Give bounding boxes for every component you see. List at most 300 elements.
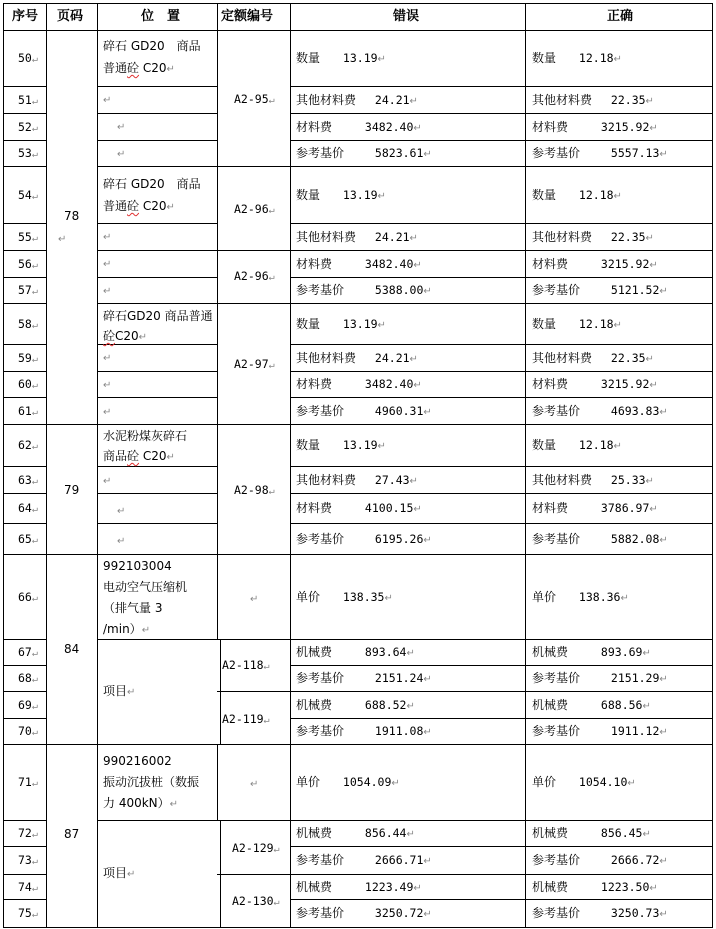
row-divider — [3, 166, 47, 167]
right-item: 参考基价 — [532, 532, 581, 546]
row-divider — [3, 899, 47, 900]
page-number: 78 — [64, 209, 80, 223]
right-item: 参考基价 — [532, 283, 581, 297]
row-divider — [3, 493, 47, 494]
enter-mark: ↵ — [117, 122, 126, 133]
right-value: 12.18 — [572, 438, 614, 452]
position-text: 电动空气压缩机 — [103, 580, 188, 594]
wrong-value: 856.44 — [358, 826, 407, 840]
wrong-cell: 数量 13.19↵ — [296, 438, 386, 452]
wrong-cell: 参考基价 3250.72↵ — [296, 906, 432, 920]
row-divider — [3, 277, 47, 278]
right-cell: 数量 12.18↵ — [532, 438, 622, 452]
row-divider — [217, 874, 291, 875]
column-divider — [217, 744, 218, 821]
seq-cell: 75↵ — [18, 906, 38, 920]
position-text: 普通砼 C20↵ — [103, 199, 175, 213]
position-text: 碎石GD20 商品普通 — [103, 309, 213, 323]
right-value: 3215.92 — [594, 120, 650, 134]
wrong-item: 其他材料费 — [296, 93, 357, 107]
right-item: 材料费 — [532, 257, 569, 271]
row-divider — [290, 277, 713, 278]
right-cell: 机械费 1223.50↵ — [532, 880, 658, 894]
table-bottom-border — [3, 927, 713, 928]
wrong-value: 24.21 — [368, 351, 410, 365]
right-value: 856.45 — [594, 826, 643, 840]
position-text: 商品砼 C20↵ — [103, 449, 175, 463]
enter-mark: ↵ — [103, 232, 112, 243]
row-divider — [97, 371, 218, 372]
wrong-cell: 机械费 856.44↵ — [296, 826, 415, 840]
position-text: 990216002 — [103, 754, 172, 768]
right-item: 材料费 — [532, 501, 569, 515]
right-cell: 其他材料费 22.35↵ — [532, 351, 654, 365]
wrong-cell: 单价 138.35↵ — [296, 590, 393, 604]
position-text: 砼C20↵ — [103, 329, 148, 343]
wrong-cell: 其他材料费 24.21↵ — [296, 93, 418, 107]
wrong-item: 机械费 — [296, 698, 333, 712]
wrong-item: 数量 — [296, 438, 321, 452]
row-divider — [3, 744, 47, 745]
row-divider — [290, 344, 713, 345]
right-value: 22.35 — [604, 230, 646, 244]
right-value: 893.69 — [594, 645, 643, 659]
seq-cell: 51↵ — [18, 93, 38, 107]
wrong-value: 2151.24 — [368, 671, 424, 685]
seq-cell: 68↵ — [18, 671, 38, 685]
right-item: 机械费 — [532, 645, 569, 659]
row-divider — [3, 691, 47, 692]
row-divider — [290, 846, 713, 847]
row-divider — [3, 718, 47, 719]
column-divider — [217, 3, 218, 640]
seq-cell: 55↵ — [18, 230, 38, 244]
row-divider — [3, 397, 47, 398]
seq-cell: 71↵ — [18, 775, 38, 789]
right-cell: 参考基价 2151.29↵ — [532, 671, 668, 685]
seq-cell: 69↵ — [18, 698, 38, 712]
wrong-value: 27.43 — [368, 473, 410, 487]
enter-mark: ↵ — [103, 259, 112, 270]
position-text: 普通砼 C20↵ — [103, 61, 175, 75]
right-item: 数量 — [532, 317, 557, 331]
row-divider — [290, 223, 713, 224]
row-divider — [290, 554, 713, 555]
right-cell: 机械费 688.56↵ — [532, 698, 651, 712]
wrong-value: 138.35 — [336, 590, 385, 604]
quota-code: A2-98↵ — [234, 483, 275, 497]
right-item: 单价 — [532, 775, 557, 789]
row-divider — [290, 424, 713, 425]
wrong-value: 6195.26 — [368, 532, 424, 546]
row-divider — [290, 744, 713, 745]
wrong-value: 13.19 — [336, 51, 378, 65]
right-item: 其他材料费 — [532, 93, 593, 107]
wrong-item: 其他材料费 — [296, 351, 357, 365]
header-right: 正确 — [607, 9, 634, 24]
wrong-item: 材料费 — [296, 257, 333, 271]
row-divider — [3, 113, 47, 114]
row-divider — [217, 166, 291, 167]
header-page: 页码 — [57, 9, 84, 24]
header-quota: 定额编号 — [221, 9, 274, 24]
wrong-value: 13.19 — [336, 438, 378, 452]
wrong-cell: 材料费 3482.40↵ — [296, 377, 422, 391]
row-divider — [290, 113, 713, 114]
wrong-value: 3482.40 — [358, 257, 414, 271]
wrong-item: 参考基价 — [296, 724, 345, 738]
row-divider — [46, 554, 98, 555]
right-item: 其他材料费 — [532, 351, 593, 365]
right-value: 22.35 — [604, 93, 646, 107]
row-divider — [97, 140, 218, 141]
enter-mark: ↵ — [58, 234, 67, 245]
enter-mark: ↵ — [117, 149, 126, 160]
wrong-value: 893.64 — [358, 645, 407, 659]
row-divider — [97, 820, 218, 821]
wrong-item: 机械费 — [296, 826, 333, 840]
seq-cell: 53↵ — [18, 146, 38, 160]
row-divider — [97, 397, 218, 398]
wrong-value: 3250.72 — [368, 906, 424, 920]
wrong-item: 参考基价 — [296, 532, 345, 546]
right-value: 2151.29 — [604, 671, 660, 685]
enter-mark: ↵ — [250, 779, 259, 790]
row-divider — [97, 86, 218, 87]
wrong-item: 参考基价 — [296, 404, 345, 418]
row-divider — [217, 424, 291, 425]
quota-code: A2-97↵ — [234, 357, 275, 371]
row-divider — [217, 691, 291, 692]
right-value: 12.18 — [572, 188, 614, 202]
row-divider — [290, 665, 713, 666]
position-text: 992103004 — [103, 559, 172, 573]
wrong-item: 参考基价 — [296, 283, 345, 297]
row-divider — [3, 874, 47, 875]
right-cell: 参考基价 5557.13↵ — [532, 146, 668, 160]
seq-cell: 60↵ — [18, 377, 38, 391]
right-cell: 数量 12.18↵ — [532, 188, 622, 202]
wrong-item: 数量 — [296, 317, 321, 331]
wrong-value: 24.21 — [368, 93, 410, 107]
right-cell: 其他材料费 22.35↵ — [532, 93, 654, 107]
row-divider — [97, 424, 218, 425]
position-text: 碎石 GD20 商品 — [103, 39, 201, 53]
wrong-value: 1223.49 — [358, 880, 414, 894]
wrong-cell: 机械费 893.64↵ — [296, 645, 415, 659]
position-text: 项目↵ — [103, 684, 136, 698]
right-cell: 数量 12.18↵ — [532, 317, 622, 331]
wrong-cell: 材料费 3482.40↵ — [296, 257, 422, 271]
enter-mark: ↵ — [103, 95, 112, 106]
row-divider — [97, 223, 218, 224]
row-divider — [3, 303, 47, 304]
wrong-item: 单价 — [296, 775, 321, 789]
row-divider — [3, 665, 47, 666]
row-divider — [290, 166, 713, 167]
row-divider — [290, 820, 713, 821]
row-divider — [97, 466, 218, 467]
wrong-item: 数量 — [296, 188, 321, 202]
row-divider — [3, 140, 47, 141]
row-divider — [290, 303, 713, 304]
wrong-item: 参考基价 — [296, 671, 345, 685]
right-value: 1911.12 — [604, 724, 660, 738]
right-item: 数量 — [532, 51, 557, 65]
row-divider — [290, 140, 713, 141]
wrong-item: 材料费 — [296, 120, 333, 134]
wrong-value: 24.21 — [368, 230, 410, 244]
wrong-cell: 机械费 1223.49↵ — [296, 880, 422, 894]
row-divider — [290, 691, 713, 692]
row-divider — [3, 371, 47, 372]
seq-cell: 66↵ — [18, 590, 38, 604]
row-divider — [97, 303, 218, 304]
wrong-item: 机械费 — [296, 880, 333, 894]
right-cell: 机械费 893.69↵ — [532, 645, 651, 659]
seq-cell: 65↵ — [18, 532, 38, 546]
row-divider — [3, 223, 47, 224]
wrong-cell: 其他材料费 24.21↵ — [296, 351, 418, 365]
right-item: 数量 — [532, 438, 557, 452]
row-divider — [290, 874, 713, 875]
right-cell: 参考基价 1911.12↵ — [532, 724, 668, 738]
right-item: 参考基价 — [532, 146, 581, 160]
row-divider — [217, 639, 291, 640]
row-divider — [97, 639, 218, 640]
row-divider — [97, 166, 218, 167]
row-divider — [290, 397, 713, 398]
column-divider — [220, 639, 221, 745]
wrong-value: 5823.61 — [368, 146, 424, 160]
seq-cell: 67↵ — [18, 645, 38, 659]
right-cell: 参考基价 2666.72↵ — [532, 853, 668, 867]
right-value: 3250.73 — [604, 906, 660, 920]
right-item: 其他材料费 — [532, 230, 593, 244]
right-value: 25.33 — [604, 473, 646, 487]
header-wrong: 错误 — [393, 9, 420, 24]
row-divider — [3, 86, 47, 87]
wrong-cell: 其他材料费 27.43↵ — [296, 473, 418, 487]
wrong-cell: 数量 13.19↵ — [296, 51, 386, 65]
right-value: 4693.83 — [604, 404, 660, 418]
right-item: 其他材料费 — [532, 473, 593, 487]
row-divider — [217, 554, 291, 555]
enter-mark: ↵ — [103, 286, 112, 297]
wrong-item: 数量 — [296, 51, 321, 65]
enter-mark: ↵ — [103, 353, 112, 364]
right-value: 5882.08 — [604, 532, 660, 546]
seq-cell: 72↵ — [18, 826, 38, 840]
page-number: 84 — [64, 642, 80, 656]
row-divider — [97, 250, 218, 251]
wrong-cell: 参考基价 1911.08↵ — [296, 724, 432, 738]
wrong-cell: 单价 1054.09↵ — [296, 775, 400, 789]
seq-cell: 74↵ — [18, 880, 38, 894]
right-cell: 参考基价 3250.73↵ — [532, 906, 668, 920]
row-divider — [97, 554, 218, 555]
row-divider — [217, 250, 291, 251]
right-value: 1054.10 — [572, 775, 628, 789]
quota-code: A2-130↵ — [232, 894, 280, 908]
wrong-cell: 参考基价 5388.00↵ — [296, 283, 432, 297]
wrong-item: 参考基价 — [296, 906, 345, 920]
header-position: 位 置 — [141, 9, 181, 24]
wrong-cell: 数量 13.19↵ — [296, 317, 386, 331]
row-divider — [217, 820, 291, 821]
wrong-item: 材料费 — [296, 501, 333, 515]
wrong-value: 4960.31 — [368, 404, 424, 418]
right-item: 参考基价 — [532, 671, 581, 685]
row-divider — [290, 86, 713, 87]
row-divider — [290, 250, 713, 251]
wrong-value: 1054.09 — [336, 775, 392, 789]
enter-mark: ↵ — [103, 380, 112, 391]
wrong-cell: 其他材料费 24.21↵ — [296, 230, 418, 244]
row-divider — [290, 899, 713, 900]
wrong-item: 材料费 — [296, 377, 333, 391]
position-text: （排气量 3 — [103, 601, 163, 615]
wrong-cell: 参考基价 2666.71↵ — [296, 853, 432, 867]
right-value: 12.18 — [572, 317, 614, 331]
wrong-item: 其他材料费 — [296, 473, 357, 487]
row-divider — [97, 744, 218, 745]
page-number: 87 — [64, 827, 80, 841]
position-text: 项目↵ — [103, 866, 136, 880]
row-divider — [3, 424, 47, 425]
row-divider — [46, 424, 98, 425]
seq-cell: 58↵ — [18, 317, 38, 331]
table-top-border — [3, 3, 713, 4]
row-divider — [290, 371, 713, 372]
wrong-value: 13.19 — [336, 317, 378, 331]
seq-cell: 70↵ — [18, 724, 38, 738]
right-value: 12.18 — [572, 51, 614, 65]
right-item: 单价 — [532, 590, 557, 604]
right-value: 22.35 — [604, 351, 646, 365]
row-divider — [3, 639, 47, 640]
quota-code: A2-96↵ — [234, 202, 275, 216]
quota-code: A2-96↵ — [234, 269, 275, 283]
right-value: 3215.92 — [594, 377, 650, 391]
row-divider — [3, 523, 47, 524]
seq-cell: 61↵ — [18, 404, 38, 418]
right-value: 1223.50 — [594, 880, 650, 894]
wrong-item: 参考基价 — [296, 146, 345, 160]
row-divider — [217, 744, 291, 745]
seq-cell: 52↵ — [18, 120, 38, 134]
seq-cell: 59↵ — [18, 351, 38, 365]
enter-mark: ↵ — [103, 476, 112, 487]
right-item: 参考基价 — [532, 906, 581, 920]
quota-code: A2-119↵ — [222, 712, 270, 726]
header-divider — [3, 30, 713, 31]
wrong-value: 4100.15 — [358, 501, 414, 515]
right-value: 688.56 — [594, 698, 643, 712]
seq-cell: 64↵ — [18, 501, 38, 515]
wrong-value: 13.19 — [336, 188, 378, 202]
seq-cell: 50↵ — [18, 51, 38, 65]
row-divider — [290, 523, 713, 524]
right-value: 5121.52 — [604, 283, 660, 297]
row-divider — [3, 466, 47, 467]
row-divider — [3, 820, 47, 821]
wrong-item: 其他材料费 — [296, 230, 357, 244]
seq-cell: 63↵ — [18, 473, 38, 487]
right-item: 材料费 — [532, 377, 569, 391]
wrong-cell: 机械费 688.52↵ — [296, 698, 415, 712]
wrong-value: 1911.08 — [368, 724, 424, 738]
wrong-cell: 参考基价 4960.31↵ — [296, 404, 432, 418]
right-cell: 材料费 3215.92↵ — [532, 377, 658, 391]
right-item: 机械费 — [532, 880, 569, 894]
right-value: 2666.72 — [604, 853, 660, 867]
row-divider — [3, 554, 47, 555]
wrong-value: 5388.00 — [368, 283, 424, 297]
wrong-item: 机械费 — [296, 645, 333, 659]
right-cell: 参考基价 4693.83↵ — [532, 404, 668, 418]
right-value: 138.36 — [572, 590, 621, 604]
position-text: 碎石 GD20 商品 — [103, 177, 201, 191]
row-divider — [3, 344, 47, 345]
position-text: 振动沉拔桩（数振 — [103, 775, 200, 789]
seq-cell: 73↵ — [18, 853, 38, 867]
right-item: 参考基价 — [532, 853, 581, 867]
right-cell: 材料费 3786.97↵ — [532, 501, 658, 515]
enter-mark: ↵ — [117, 536, 126, 547]
wrong-value: 3482.40 — [358, 377, 414, 391]
right-cell: 单价 1054.10↵ — [532, 775, 636, 789]
quota-code: A2-118↵ — [222, 658, 270, 672]
right-value: 3786.97 — [594, 501, 650, 515]
right-cell: 参考基价 5882.08↵ — [532, 532, 668, 546]
wrong-value: 3482.40 — [358, 120, 414, 134]
wrong-cell: 材料费 4100.15↵ — [296, 501, 422, 515]
position-text: /min）↵ — [103, 622, 151, 636]
wrong-value: 2666.71 — [368, 853, 424, 867]
right-cell: 材料费 3215.92↵ — [532, 120, 658, 134]
row-divider — [46, 744, 98, 745]
wrong-cell: 材料费 3482.40↵ — [296, 120, 422, 134]
right-item: 参考基价 — [532, 724, 581, 738]
seq-cell: 57↵ — [18, 283, 38, 297]
wrong-value: 688.52 — [358, 698, 407, 712]
right-cell: 参考基价 5121.52↵ — [532, 283, 668, 297]
wrong-cell: 参考基价 2151.24↵ — [296, 671, 432, 685]
row-divider — [97, 523, 218, 524]
right-cell: 其他材料费 22.35↵ — [532, 230, 654, 244]
right-item: 机械费 — [532, 826, 569, 840]
row-divider — [97, 493, 218, 494]
row-divider — [290, 493, 713, 494]
right-cell: 数量 12.18↵ — [532, 51, 622, 65]
right-value: 3215.92 — [594, 257, 650, 271]
row-divider — [217, 303, 291, 304]
header-seq: 序号 — [12, 9, 39, 24]
row-divider — [3, 250, 47, 251]
right-item: 数量 — [532, 188, 557, 202]
wrong-cell: 参考基价 6195.26↵ — [296, 532, 432, 546]
position-text: 水泥粉煤灰碎石 — [103, 429, 188, 443]
row-divider — [290, 466, 713, 467]
right-value: 5557.13 — [604, 146, 660, 160]
right-cell: 单价 138.36↵ — [532, 590, 629, 604]
right-item: 参考基价 — [532, 404, 581, 418]
seq-cell: 56↵ — [18, 257, 38, 271]
row-divider — [97, 277, 218, 278]
enter-mark: ↵ — [250, 594, 259, 605]
wrong-item: 参考基价 — [296, 853, 345, 867]
